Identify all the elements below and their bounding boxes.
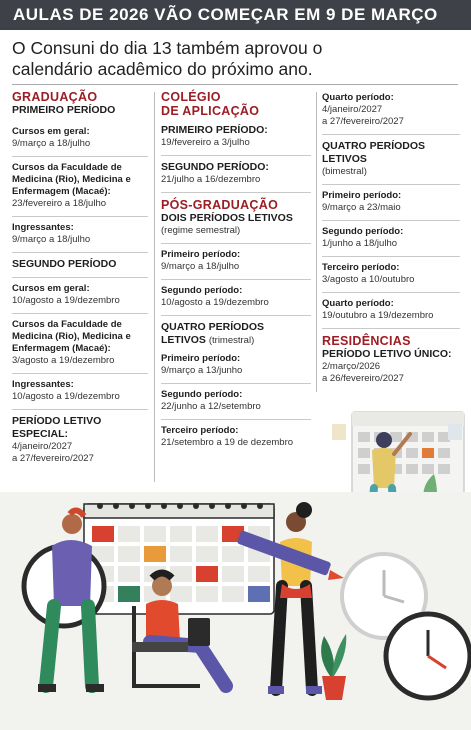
item-label: Primeiro período: [322,190,402,201]
intro-line-1: O Consuni do dia 13 também aprovou o [12,38,323,58]
colegio-p1-title: PRIMEIRO PERÍODO: [161,124,268,136]
item-value: 10/agosto a 19/dezembro [161,297,269,308]
colegio-heading-1: COLÉGIO [161,90,221,104]
highlighted-day [422,448,434,458]
header-divider [12,84,458,85]
dois-title: DOIS PERÍODOS LETIVOS [161,212,293,224]
item-value: 3/agosto a 10/outubro [322,274,415,285]
item-value-2: a 27/fevereiro/2027 [322,116,404,127]
item-value: 9/março a 18/julho [12,234,91,245]
posgrad-item [161,383,311,413]
grad-p2-block [12,252,148,271]
item-label: Quarto período: [322,92,394,103]
colegio-p2 [161,155,311,186]
column-separator-2 [316,92,317,392]
item-label: Terceiro período: [161,425,239,436]
grad-p1-item [12,216,148,246]
posgrad-heading: PÓS-GRADUAÇÃO [161,198,279,212]
item-value: 4/janeiro/2027 [322,104,383,115]
item-value: 9/março a 18/julho [12,138,91,149]
grad-p2-item [12,373,148,403]
item-label: Cursos da Faculdade de Medicina (Rio), Medicina e Enfermagem (Macaé): [12,162,131,197]
item-value: 3/agosto a 19/dezembro [12,355,115,366]
posgrad-item [161,279,311,309]
colegio-p1-value: 19/fevereiro a 3/julho [161,137,250,148]
big-calendar [84,503,274,614]
item-label: Segundo período: [322,226,404,237]
quatro-sub: (trimestral) [208,335,255,346]
clock-right-icon [386,614,470,698]
wall-calendar-header [352,412,464,426]
column-separator-1 [154,92,155,482]
item-value: 9/março a 23/maio [322,202,401,213]
intro-text [12,38,462,80]
item-label: Primeiro período: [161,353,241,364]
quatro-block [161,315,311,377]
item-label: Terceiro período: [322,262,400,273]
grad-p2-item [12,313,148,367]
graduacao-column [12,90,148,465]
item-label: Segundo período: [161,389,243,400]
item-value: 1/junho a 18/julho [322,238,398,249]
bimestral-block [322,134,460,178]
item-label: Quarto período: [322,298,394,309]
bimestral-sub: (bimestral) [322,166,367,177]
item-value: 23/fevereiro a 18/julho [12,198,107,209]
bim-item [322,256,460,286]
grad-especial [12,409,148,465]
intro-line-2: calendário acadêmico do próximo ano. [12,59,313,79]
posgrad-item [161,243,311,273]
item-label: Cursos em geral: [12,126,90,137]
item-value: 9/março a 13/junho [161,365,243,376]
item-value: 10/agosto a 19/dezembro [12,391,120,402]
colegio-posgrad-column [161,90,311,449]
bimestral-title: QUATRO PERÍODOS LETIVOS [322,140,426,165]
grad-p1-title: PRIMEIRO PERÍODO [12,104,116,116]
posgrad-block [161,192,311,237]
grad-p1-item [12,121,148,150]
colegio-p2-title: SEGUNDO PERÍODO: [161,161,269,173]
bim-item [322,184,460,214]
bim-item [322,292,460,322]
colegio-p1 [161,122,311,149]
quatro-title [161,321,311,347]
colegio-p2-value: 21/julho a 16/dezembro [161,174,261,185]
residencias-value-2: a 26/fevereiro/2027 [322,373,404,384]
quatro-title-text: QUATRO PERÍODOS LETIVOS [161,321,265,346]
residencias-value-1: 2/março/2026 [322,361,381,372]
item-label: Cursos da Faculdade de Medicina (Rio), Medicina e Enfermagem (Macaé): [12,319,131,354]
bottom-illustration [0,486,471,730]
item-label: Cursos em geral: [12,283,90,294]
especial-title: PERÍODO LETIVO ESPECIAL: [12,415,102,440]
posgrad-item [161,419,311,449]
bim-item [322,220,460,250]
item-value: 10/agosto a 19/dezembro [12,295,120,306]
item-label: Primeiro período: [161,249,241,260]
grad-p2-item [12,277,148,307]
person-head [376,432,392,448]
third-column [322,90,460,385]
sticky-note [332,424,346,440]
colegio-heading-2: DE APLICAÇÃO [161,104,260,118]
item-value: 9/março a 18/julho [161,261,240,272]
item-value: 19/outubro a 19/dezembro [322,310,434,321]
residencias-heading: RESIDÊNCIAS [322,334,411,348]
residencias-block [322,328,460,385]
item-label: Segundo período: [161,285,243,296]
item-value: 21/setembro a 19 de dezembro [161,437,294,448]
item-value: 22/junho a 12/setembro [161,401,261,412]
quarto-trim [322,90,460,128]
grad-p1-item [12,156,148,210]
residencias-title: PERÍODO LETIVO ÚNICO: [322,348,452,360]
sticky-note [448,424,462,440]
item-label: Ingressantes: [12,222,74,233]
especial-value-1: 4/janeiro/2027 [12,441,73,452]
graduacao-heading: GRADUAÇÃO [12,90,98,104]
dois-sub: (regime semestral) [161,225,241,236]
especial-value-2: a 27/fevereiro/2027 [12,453,94,464]
item-label: Ingressantes: [12,379,74,390]
page-title: AULAS DE 2026 VÃO COMEÇAR EM 9 DE MARÇO [0,0,471,30]
grad-p2-title: SEGUNDO PERÍODO [12,258,117,270]
